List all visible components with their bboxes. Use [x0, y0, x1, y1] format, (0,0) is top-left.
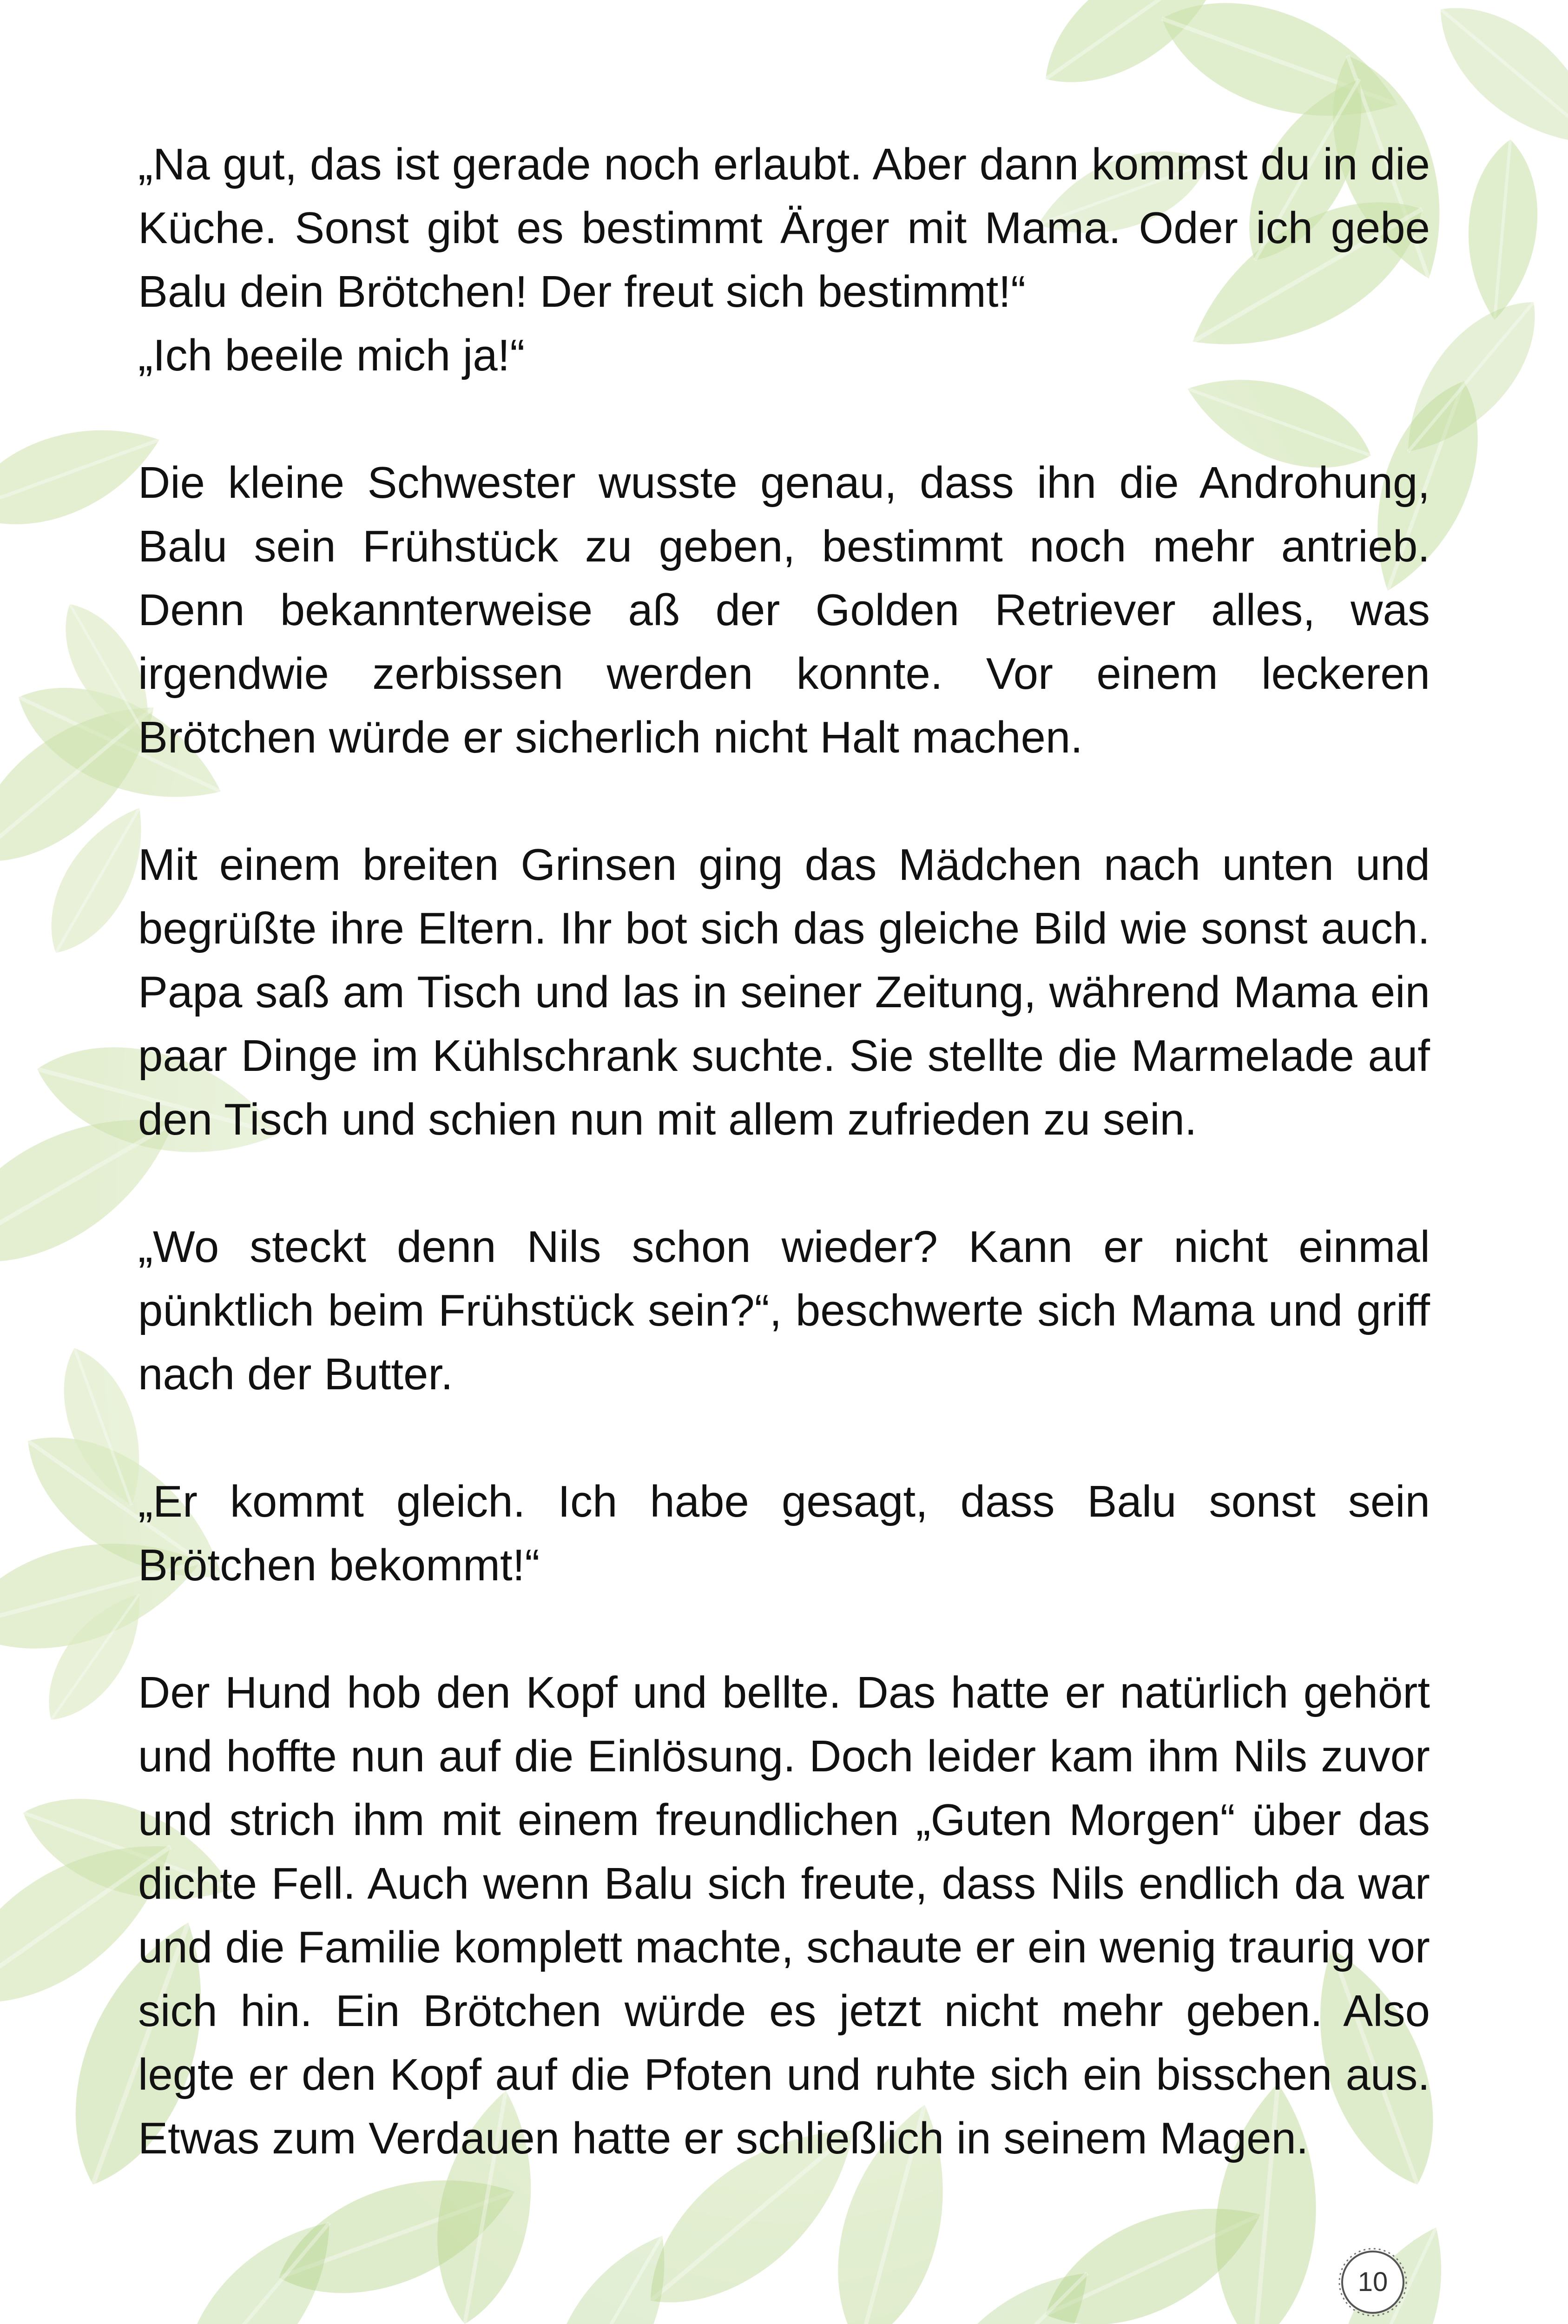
paragraph-line: „Ich beeile mich ja!“: [138, 330, 525, 380]
paragraph-4: [138, 1215, 1430, 1406]
story-text: [138, 132, 1430, 2234]
paragraph-3: [138, 833, 1430, 1151]
paragraph-2: [138, 451, 1430, 769]
page-number: 10: [1357, 2267, 1388, 2297]
page-number-badge: [1337, 2247, 1408, 2317]
paragraph-5: [138, 1470, 1430, 1597]
paragraph-6: [138, 1661, 1430, 2170]
paragraph-line: „Na gut, das ist gerade noch erlaubt. Aber dann kommst du in die Küche. Sonst gibt es bestimmt Ärger mit Mama. Oder ich gebe Balu dein Brötchen! Der freut sich bestimmt!“: [138, 139, 1430, 317]
paragraph-line: Der Hund hob den Kopf und bellte. Das hatte er natürlich gehört und hoffte nun auf die Einlösung. Doch leider kam ihm Nils zuvor und strich ihm mit einem freundlichen „Guten Morgen“ über das dichte Fell. Auch wenn Balu sich freute, dass Nils endlich da war und die Familie komplett machte, schaute er ein wenig traurig vor sich hin. Ein Brötchen würde es jetzt nicht mehr geben. Also legte er den Kopf auf die Pfoten und ruhte sich ein bisschen aus. Etwas zum Verdauen hatte er schließlich in seinem Magen.: [138, 1668, 1430, 2163]
paragraph-line: „Er kommt gleich. Ich habe gesagt, dass Balu sonst sein Brötchen bekommt!“: [138, 1477, 1430, 1590]
paragraph-line: Die kleine Schwester wusste genau, dass ihn die Androhung, Balu sein Frühstück zu geben, bestimmt noch mehr antrieb. Denn bekannterweise aß der Golden Retriever alles, was irgendwie zerbissen werden konnte. Vor einem leckeren Brötchen würde er sicherlich nicht Halt machen.: [138, 458, 1430, 762]
paragraph-line: „Wo steckt denn Nils schon wieder? Kann er nicht einmal pünktlich beim Frühstück sein?“, beschwerte sich Mama und griff nach der Butter.: [138, 1222, 1430, 1399]
paragraph-1: [138, 132, 1430, 387]
paragraph-line: Mit einem breiten Grinsen ging das Mädchen nach unten und begrüßte ihre Eltern. Ihr bot sich das gleiche Bild wie sonst auch. Papa saß am Tisch und las in seiner Zeitung, während Mama ein paar Dinge im Kühlschrank suchte. Sie stellte die Marmelade auf den Tisch und schien nun mit allem zufrieden zu sein.: [138, 840, 1430, 1144]
